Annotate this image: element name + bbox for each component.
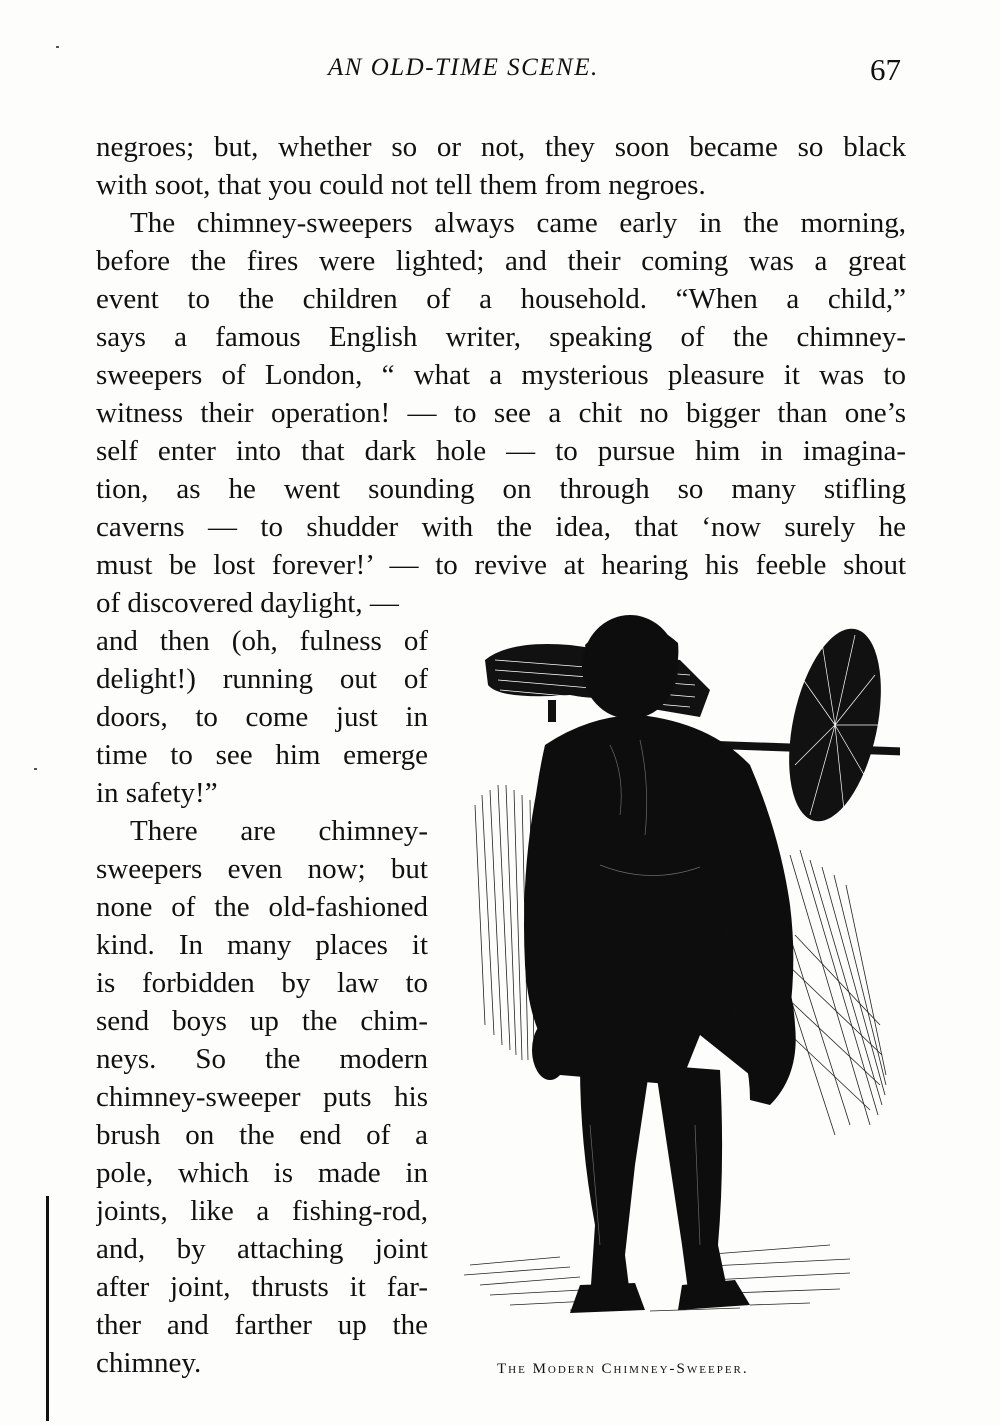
text-line: send boys up the chim-	[96, 1005, 428, 1037]
figure-caption: The Modern Chimney-Sweeper.	[497, 1361, 749, 1377]
text-line: ther and farther up the	[96, 1309, 428, 1341]
round-brush-head	[774, 620, 897, 829]
page-header	[0, 52, 1000, 92]
text-line: sweepers of London, “ what a mysterious pleasure it was to	[96, 359, 906, 391]
scan-speck	[34, 768, 37, 770]
text-line: pole, which is made in	[96, 1157, 428, 1189]
margin-rule	[46, 1196, 49, 1421]
text-line: delight!) running out of	[96, 663, 428, 695]
text-line: of discovered daylight, —	[96, 587, 399, 619]
chimney-sweeper-illustration	[450, 605, 900, 1365]
scan-speck	[56, 46, 59, 48]
text-line: kind. In many places it	[96, 929, 428, 961]
text-line: doors, to come just in	[96, 701, 428, 733]
page-number: 67	[870, 52, 901, 87]
text-line: must be lost forever!’ — to revive at hearing his feeble shout	[96, 549, 906, 581]
text-line: neys. So the modern	[96, 1043, 428, 1075]
text-line: says a famous English writer, speaking of the chimney-	[96, 321, 906, 353]
text-line: time to see him emerge	[96, 739, 428, 771]
text-line: chimney-sweeper puts his	[96, 1081, 428, 1113]
text-line: brush on the end of a	[96, 1119, 428, 1151]
text-line: none of the old-fashioned	[96, 891, 428, 923]
text-line: is forbidden by law to	[96, 967, 428, 999]
text-line: and then (oh, fulness of	[96, 625, 428, 657]
text-line: sweepers even now; but	[96, 853, 428, 885]
paragraph-start-line: There are chimney-	[130, 815, 428, 847]
text-line: with soot, that you could not tell them from negroes.	[96, 169, 706, 201]
text-line: chimney.	[96, 1347, 202, 1379]
text-line: before the fires were lighted; and their coming was a great	[96, 245, 906, 277]
text-line: in safety!”	[96, 777, 218, 809]
text-line: event to the children of a household. “When a child,”	[96, 283, 906, 315]
text-line: negroes; but, whether so or not, they soon became so black	[96, 131, 906, 163]
running-title: AN OLD-TIME SCENE.	[328, 54, 599, 81]
sweeper-silhouette	[524, 615, 796, 1313]
text-line: caverns — to shudder with the idea, that ‘now surely he	[96, 511, 906, 543]
text-line: witness their operation! — to see a chit no bigger than one’s	[96, 397, 906, 429]
paragraph-start-line: The chimney-sweepers always came early in the morning,	[130, 207, 906, 239]
text-line: self enter into that dark hole — to pursue him in imagina-	[96, 435, 906, 467]
text-line: and, by attaching joint	[96, 1233, 428, 1265]
text-line: joints, like a fishing-rod,	[96, 1195, 428, 1227]
text-line: after joint, thrusts it far-	[96, 1271, 428, 1303]
text-line: tion, as he went sounding on through so many stifling	[96, 473, 906, 505]
